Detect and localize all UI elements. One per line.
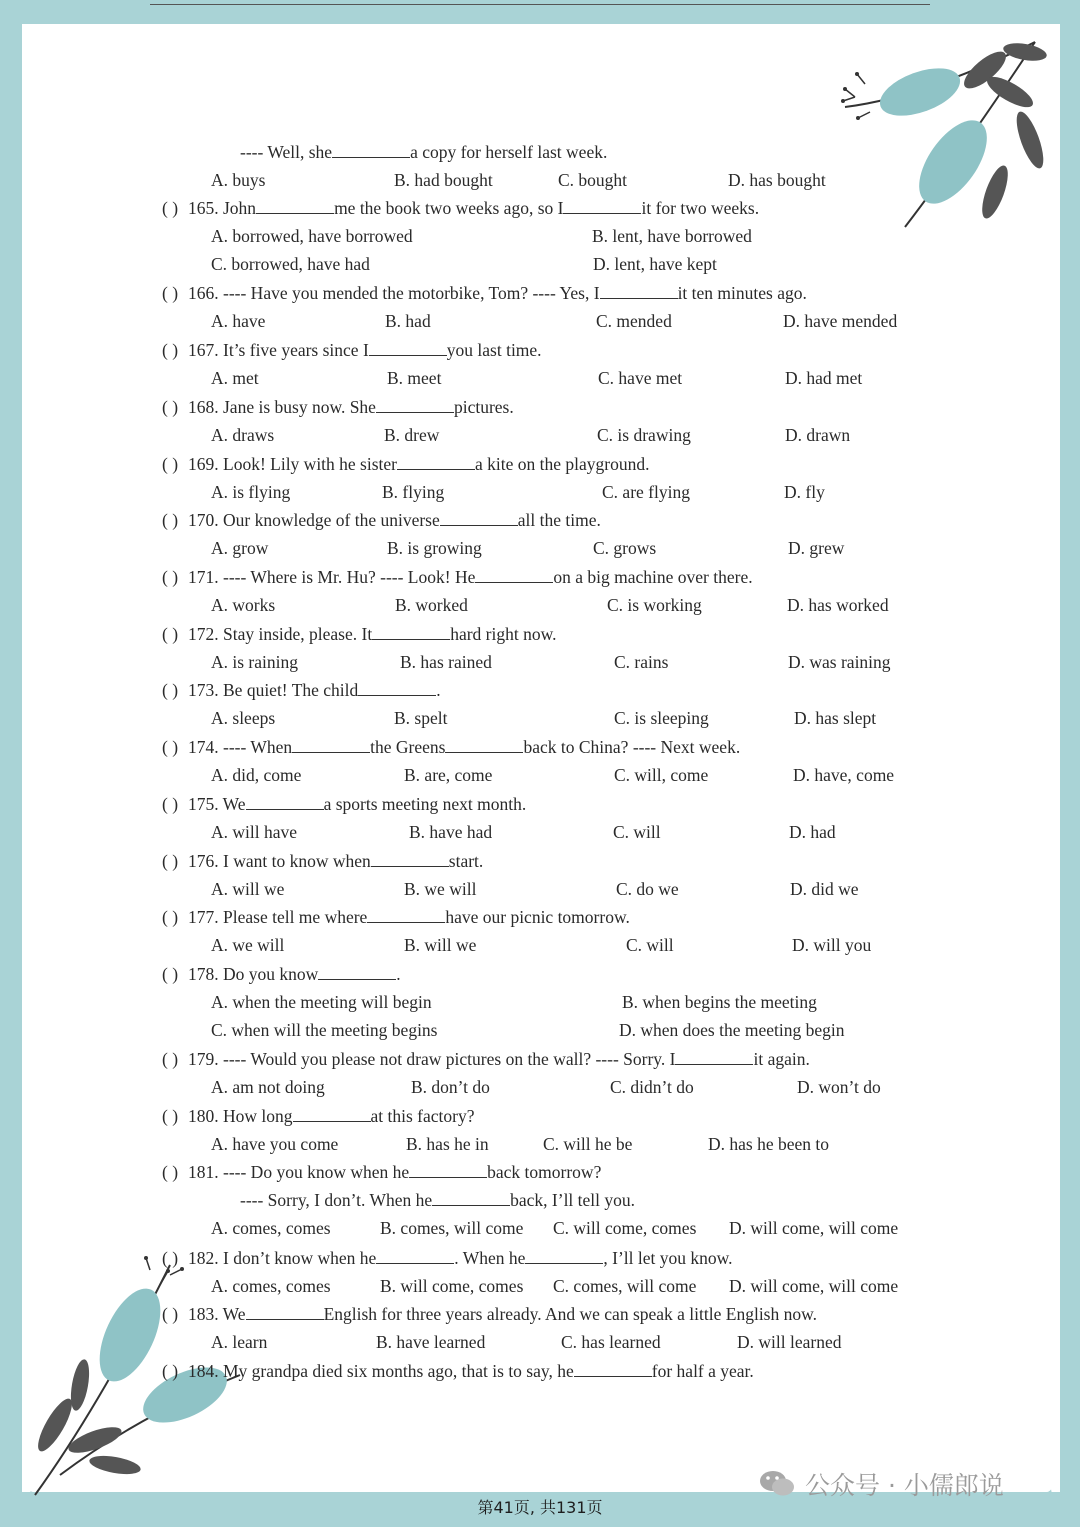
question-165 bbox=[188, 197, 759, 219]
option-d[interactable]: D. fly bbox=[784, 482, 825, 502]
option-b[interactable]: B. we will bbox=[404, 879, 477, 899]
option-d[interactable]: D. will learned bbox=[737, 1332, 842, 1352]
intro-text-end: a copy for herself last week. bbox=[410, 142, 608, 162]
question-text: . When he bbox=[454, 1248, 526, 1268]
answer-blank[interactable] bbox=[675, 1050, 753, 1065]
question-text: all the time. bbox=[517, 510, 601, 530]
option-a[interactable]: A. is flying bbox=[211, 482, 291, 502]
option-a[interactable]: A. will have bbox=[211, 822, 298, 842]
option-b[interactable]: B. when begins the meeting bbox=[622, 992, 817, 1012]
option-c[interactable]: C. have met bbox=[598, 368, 683, 388]
option-b[interactable]: B. have had bbox=[409, 822, 493, 842]
answer-blank[interactable] bbox=[574, 1362, 652, 1377]
option-c[interactable]: C. bought bbox=[558, 170, 628, 190]
option-d[interactable]: D. have mended bbox=[783, 311, 898, 331]
question-text: 169. Look! Lily with he sister bbox=[188, 454, 398, 474]
intro-dialogue-line bbox=[240, 141, 607, 163]
option-c[interactable]: C. will he be bbox=[543, 1134, 633, 1154]
option-c[interactable]: C. will, come bbox=[614, 765, 709, 785]
option-a[interactable]: A. sleeps bbox=[211, 708, 276, 728]
question-text: , I’ll let you know. bbox=[603, 1248, 733, 1268]
option-b[interactable]: B. lent, have borrowed bbox=[592, 226, 752, 246]
question-text: the Greens bbox=[370, 737, 446, 757]
intro-text-start: ---- Well, she bbox=[240, 142, 333, 162]
option-a[interactable]: A. did, come bbox=[211, 765, 302, 785]
question-text: 174. ---- When bbox=[188, 737, 293, 757]
option-d[interactable]: D. will come, will come bbox=[729, 1276, 899, 1296]
option-a[interactable]: A. when the meeting will begin bbox=[211, 992, 432, 1012]
option-b[interactable]: B. will come, comes bbox=[380, 1276, 524, 1296]
question-text: 173. Be quiet! The child bbox=[188, 680, 359, 700]
answer-paren[interactable]: ( ) bbox=[162, 1304, 179, 1324]
answer-blank[interactable] bbox=[475, 568, 553, 583]
question-text: for half a year. bbox=[651, 1361, 754, 1381]
option-a[interactable]: A. works bbox=[211, 595, 276, 615]
option-d[interactable]: D. have, come bbox=[793, 765, 895, 785]
option-d[interactable]: D. will come, will come bbox=[729, 1218, 899, 1238]
answer-paren[interactable]: ( ) bbox=[162, 567, 179, 587]
option-a[interactable]: A. we will bbox=[211, 935, 285, 955]
page-number: 第41页, 共131页 bbox=[477, 1498, 603, 1517]
option-b[interactable]: B. comes, will come bbox=[380, 1218, 524, 1238]
answer-blank[interactable] bbox=[409, 1163, 487, 1178]
option-b[interactable]: B. has he in bbox=[406, 1134, 489, 1154]
answer-paren[interactable]: ( ) bbox=[162, 964, 179, 984]
answer-paren[interactable]: ( ) bbox=[162, 198, 179, 218]
option-c[interactable]: C. will bbox=[613, 822, 661, 842]
option-b[interactable]: B. is growing bbox=[387, 538, 482, 558]
option-d[interactable]: D. drawn bbox=[785, 425, 851, 445]
answer-blank[interactable] bbox=[332, 143, 410, 158]
question-text: 167. It’s five years since I bbox=[188, 340, 369, 360]
option-d[interactable]: D. when does the meeting begin bbox=[619, 1020, 845, 1040]
question-166 bbox=[188, 282, 807, 304]
answer-paren[interactable]: ( ) bbox=[162, 624, 179, 644]
question-text: back tomorrow? bbox=[487, 1162, 602, 1182]
question-text: start. bbox=[448, 851, 484, 871]
option-a[interactable]: A. buys bbox=[211, 170, 266, 190]
option-d[interactable]: D. had met bbox=[785, 368, 863, 388]
question-179 bbox=[188, 1048, 810, 1070]
question-text: it for two weeks. bbox=[641, 198, 760, 218]
question-174 bbox=[188, 736, 740, 758]
question-text: 175. We bbox=[188, 794, 246, 814]
question-text: 170. Our knowledge of the universe bbox=[188, 510, 440, 530]
question-text: have our picnic tomorrow. bbox=[445, 907, 630, 927]
question-text: 177. Please tell me where bbox=[188, 907, 368, 927]
answer-blank[interactable] bbox=[293, 1107, 371, 1122]
question-169 bbox=[188, 453, 650, 475]
option-d[interactable]: D. will you bbox=[792, 935, 872, 955]
question-text: a sports meeting next month. bbox=[323, 794, 527, 814]
question-text: at this factory? bbox=[370, 1106, 475, 1126]
option-b[interactable]: B. has rained bbox=[400, 652, 492, 672]
question-text: 172. Stay inside, please. It bbox=[188, 624, 373, 644]
right-wave-border bbox=[1046, 24, 1060, 1492]
option-a[interactable]: A. is raining bbox=[211, 652, 299, 672]
answer-blank[interactable] bbox=[246, 795, 324, 810]
option-b[interactable]: B. are, come bbox=[404, 765, 493, 785]
answer-paren[interactable]: ( ) bbox=[162, 340, 179, 360]
question-176 bbox=[188, 850, 483, 872]
answer-paren[interactable]: ( ) bbox=[162, 1248, 179, 1268]
answer-paren[interactable]: ( ) bbox=[162, 397, 179, 417]
question-text: hard right now. bbox=[450, 624, 557, 644]
question-text: 183. We bbox=[188, 1304, 246, 1324]
option-a[interactable]: A. draws bbox=[211, 425, 275, 445]
option-d[interactable]: D. had bbox=[789, 822, 836, 842]
question-181 bbox=[188, 1161, 601, 1183]
answer-blank[interactable] bbox=[369, 341, 447, 356]
question-text: 179. ---- Would you please not draw pictures on the wall? ---- Sorry. I bbox=[188, 1049, 676, 1069]
answer-paren[interactable]: ( ) bbox=[162, 283, 179, 303]
option-b[interactable]: B. had bought bbox=[394, 170, 493, 190]
answer-blank[interactable] bbox=[563, 199, 641, 214]
option-b[interactable]: B. will we bbox=[404, 935, 477, 955]
option-c[interactable]: C. comes, will come bbox=[553, 1276, 697, 1296]
answer-blank[interactable] bbox=[445, 738, 523, 753]
option-c[interactable]: C. will bbox=[626, 935, 674, 955]
option-c[interactable]: C. do we bbox=[616, 879, 679, 899]
option-b[interactable]: B. spelt bbox=[394, 708, 448, 728]
option-b[interactable]: B. have learned bbox=[376, 1332, 486, 1352]
question-171 bbox=[188, 566, 753, 588]
answer-blank[interactable] bbox=[246, 1305, 324, 1320]
option-c[interactable]: C. is drawing bbox=[597, 425, 691, 445]
answer-blank[interactable] bbox=[292, 738, 370, 753]
wechat-icon bbox=[758, 1468, 796, 1498]
option-d[interactable]: D. won’t do bbox=[797, 1077, 881, 1097]
option-d[interactable]: D. has worked bbox=[787, 595, 889, 615]
question-text: 176. I want to know when bbox=[188, 851, 371, 871]
answer-paren[interactable]: ( ) bbox=[162, 794, 179, 814]
answer-paren[interactable]: ( ) bbox=[162, 454, 179, 474]
question-175 bbox=[188, 793, 526, 815]
question-text: English for three years already. And we can speak a little English now. bbox=[323, 1304, 817, 1324]
option-d[interactable]: D. grew bbox=[788, 538, 845, 558]
option-a[interactable]: A. will we bbox=[211, 879, 285, 899]
answer-paren[interactable]: ( ) bbox=[162, 1162, 179, 1182]
option-a[interactable]: A. met bbox=[211, 368, 259, 388]
option-c[interactable]: C. grows bbox=[593, 538, 657, 558]
option-a[interactable]: A. comes, comes bbox=[211, 1276, 331, 1296]
option-c[interactable]: C. will come, comes bbox=[553, 1218, 697, 1238]
question-text: . bbox=[396, 964, 401, 984]
answer-paren[interactable]: ( ) bbox=[162, 510, 179, 530]
watermark-text: 公众号 · 小儒郎说 bbox=[805, 1471, 1004, 1500]
question-184 bbox=[188, 1360, 754, 1382]
option-c[interactable]: C. borrowed, have had bbox=[211, 254, 370, 274]
question-text: back to China? ---- Next week. bbox=[523, 737, 741, 757]
option-c[interactable]: C. has learned bbox=[561, 1332, 661, 1352]
answer-paren[interactable]: ( ) bbox=[162, 1049, 179, 1069]
question-180 bbox=[188, 1105, 475, 1127]
question-text: 181. ---- Do you know when he bbox=[188, 1162, 410, 1182]
question-text: 180. How long bbox=[188, 1106, 293, 1126]
answer-blank[interactable] bbox=[525, 1249, 603, 1264]
option-d[interactable]: D. lent, have kept bbox=[593, 254, 717, 274]
option-b[interactable]: B. flying bbox=[382, 482, 445, 502]
answer-blank[interactable] bbox=[371, 852, 449, 867]
answer-blank[interactable] bbox=[440, 511, 518, 526]
option-a[interactable]: A. borrowed, have borrowed bbox=[211, 226, 413, 246]
question-text: you last time. bbox=[446, 340, 542, 360]
answer-blank[interactable] bbox=[256, 199, 334, 214]
question-text: a kite on the playground. bbox=[475, 454, 650, 474]
question-183 bbox=[188, 1303, 817, 1325]
option-a[interactable]: A. comes, comes bbox=[211, 1218, 331, 1238]
answer-paren[interactable]: ( ) bbox=[162, 680, 179, 700]
question-text: pictures. bbox=[453, 397, 514, 417]
option-b[interactable]: B. drew bbox=[384, 425, 440, 445]
option-c[interactable]: C. mended bbox=[596, 311, 672, 331]
answer-paren[interactable]: ( ) bbox=[162, 851, 179, 871]
question-text: 171. ---- Where is Mr. Hu? ---- Look! He bbox=[188, 567, 476, 587]
option-d[interactable]: D. was raining bbox=[788, 652, 891, 672]
option-c[interactable]: C. when will the meeting begins bbox=[211, 1020, 438, 1040]
question-text: 168. Jane is busy now. She bbox=[188, 397, 376, 417]
question-text: 184. My grandpa died six months ago, that is to say, he bbox=[188, 1361, 574, 1381]
question-182 bbox=[188, 1247, 733, 1269]
option-b[interactable]: B. worked bbox=[395, 595, 468, 615]
answer-blank[interactable] bbox=[318, 965, 396, 980]
question-text: ---- Sorry, I don’t. When he bbox=[240, 1190, 433, 1210]
question-text: on a big machine over there. bbox=[553, 567, 753, 587]
answer-blank[interactable] bbox=[397, 455, 475, 470]
leaf-branch-decoration bbox=[835, 22, 1060, 232]
answer-blank[interactable] bbox=[600, 284, 678, 299]
option-c[interactable]: C. didn’t do bbox=[610, 1077, 694, 1097]
question-text: 166. ---- Have you mended the motorbike, Tom? ---- Yes, I bbox=[188, 283, 600, 303]
question-168 bbox=[188, 396, 514, 418]
option-a[interactable]: A. have bbox=[211, 311, 266, 331]
answer-paren[interactable]: ( ) bbox=[162, 1361, 179, 1381]
option-b[interactable]: B. don’t do bbox=[411, 1077, 490, 1097]
option-a[interactable]: A. grow bbox=[211, 538, 269, 558]
question-text: . bbox=[436, 680, 441, 700]
answer-blank[interactable] bbox=[432, 1191, 510, 1206]
answer-blank[interactable] bbox=[376, 398, 454, 413]
question-167 bbox=[188, 339, 542, 361]
question-172 bbox=[188, 623, 556, 645]
question-173 bbox=[188, 679, 441, 701]
option-b[interactable]: B. had bbox=[385, 311, 431, 331]
question-177 bbox=[188, 906, 630, 928]
option-d[interactable]: D. has he been to bbox=[708, 1134, 830, 1154]
question-text: it ten minutes ago. bbox=[677, 283, 807, 303]
option-c[interactable]: C. is sleeping bbox=[614, 708, 709, 728]
question-text: it again. bbox=[753, 1049, 810, 1069]
answer-blank[interactable] bbox=[372, 625, 450, 640]
question-text: back, I’ll tell you. bbox=[510, 1190, 636, 1210]
option-c[interactable]: C. rains bbox=[614, 652, 669, 672]
question-text: 178. Do you know bbox=[188, 964, 319, 984]
question-text: me the book two weeks ago, so I bbox=[334, 198, 564, 218]
answer-blank[interactable] bbox=[358, 681, 436, 696]
option-b[interactable]: B. meet bbox=[387, 368, 442, 388]
question-170 bbox=[188, 509, 601, 531]
answer-blank[interactable] bbox=[376, 1249, 454, 1264]
top-rule bbox=[150, 4, 930, 5]
question-text: 165. John bbox=[188, 198, 257, 218]
answer-paren[interactable]: ( ) bbox=[162, 737, 179, 757]
option-a[interactable]: A. have you come bbox=[211, 1134, 339, 1154]
option-a[interactable]: A. learn bbox=[211, 1332, 268, 1352]
option-d[interactable]: D. has slept bbox=[794, 708, 877, 728]
answer-paren[interactable]: ( ) bbox=[162, 907, 179, 927]
option-d[interactable]: D. has bought bbox=[728, 170, 826, 190]
question-178 bbox=[188, 963, 401, 985]
question-181-reply bbox=[240, 1189, 635, 1211]
option-a[interactable]: A. am not doing bbox=[211, 1077, 325, 1097]
option-c[interactable]: C. is working bbox=[607, 595, 702, 615]
option-d[interactable]: D. did we bbox=[790, 879, 859, 899]
question-text: 182. I don’t know when he bbox=[188, 1248, 377, 1268]
option-c[interactable]: C. are flying bbox=[602, 482, 690, 502]
answer-paren[interactable]: ( ) bbox=[162, 1106, 179, 1126]
answer-blank[interactable] bbox=[367, 908, 445, 923]
